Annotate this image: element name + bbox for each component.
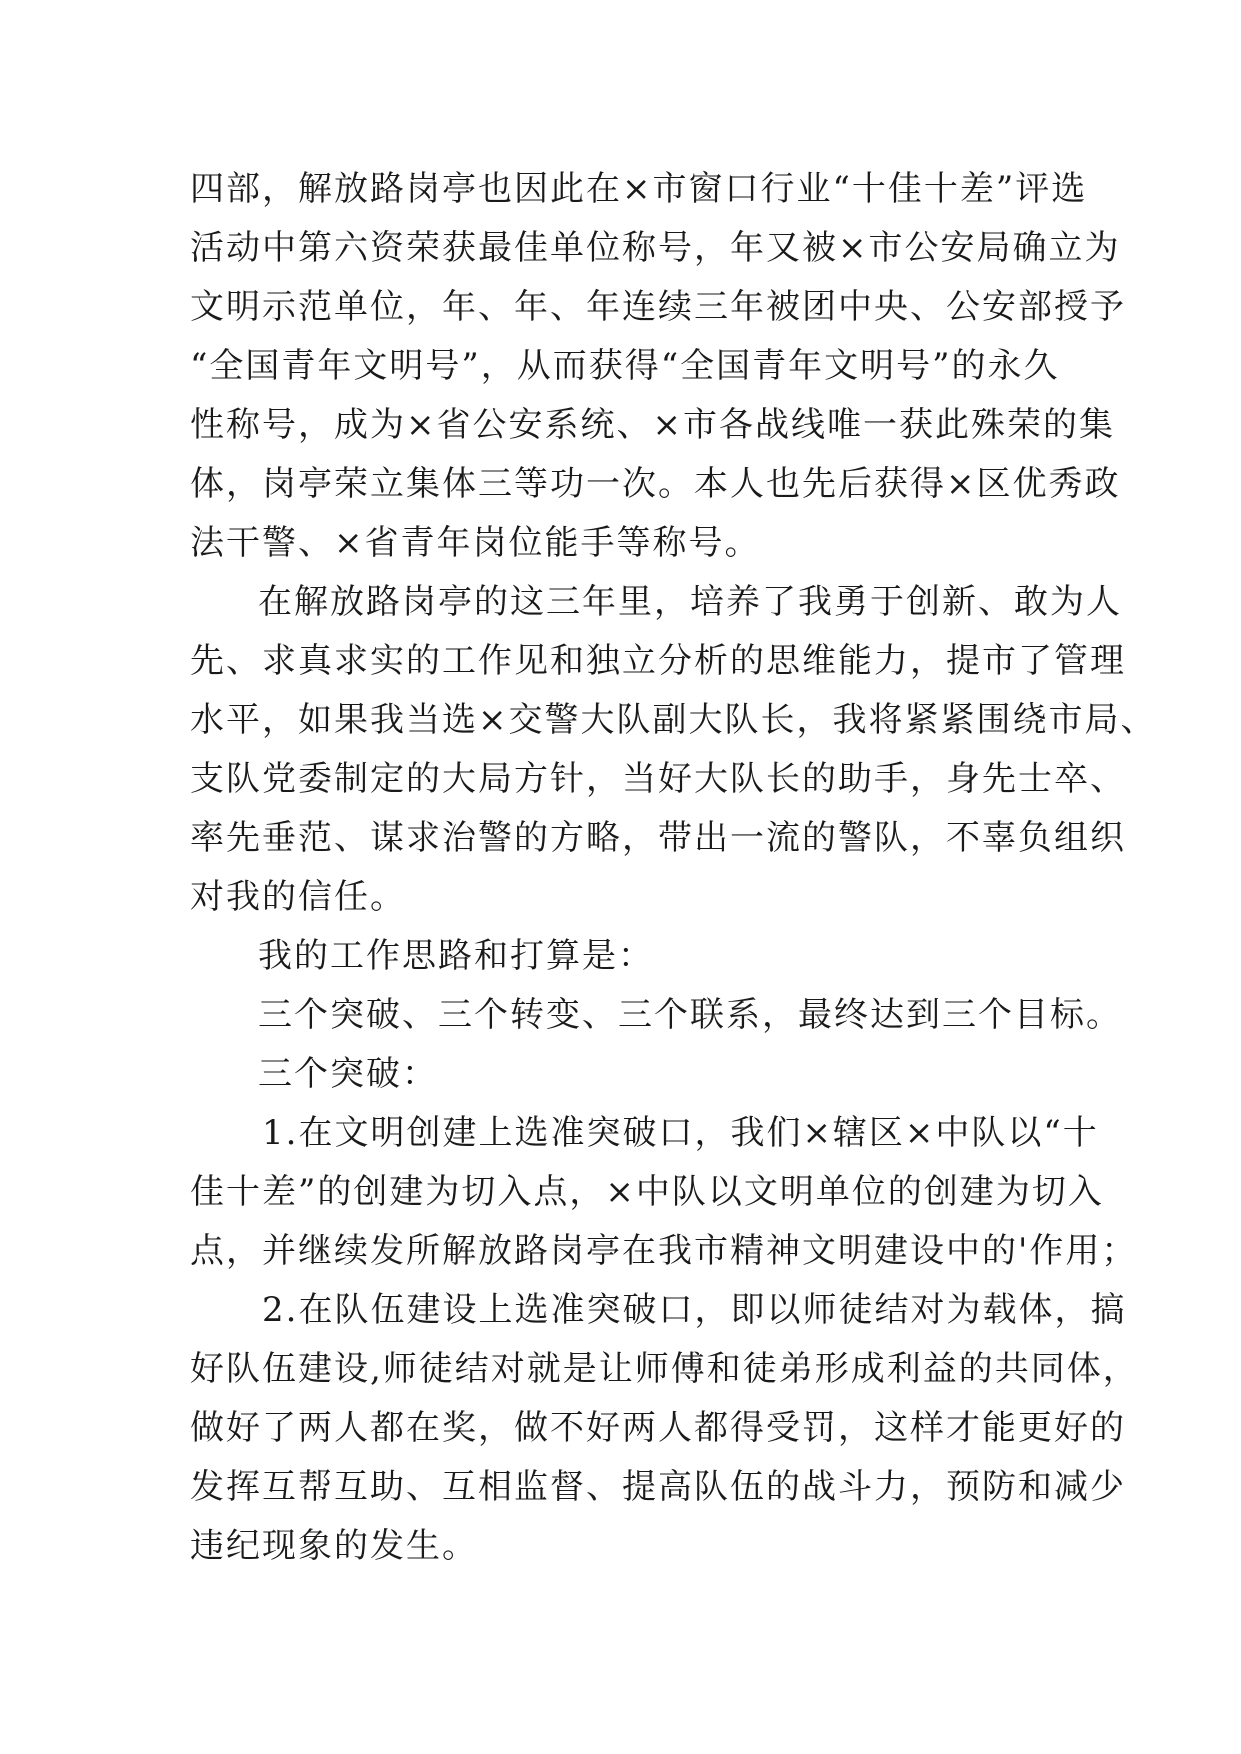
text-line: 文明示范单位，年、年、年连续三年被团中央、公安部授予 — [190, 287, 1126, 327]
text-line: 违纪现象的发生。 — [190, 1526, 478, 1566]
text-line: 活动中第六资荣获最佳单位称号，年又被×市公安局确立为 — [190, 228, 1121, 268]
text-line: 先、求真求实的工作见和独立分析的思维能力，提市了管理 — [190, 641, 1126, 681]
text-line: “全国青年文明号”，从而获得“全国青年文明号”的永久 — [190, 346, 1060, 386]
text-line: 率先垂范、谋求治警的方略，带出一流的警队，不辜负组织 — [190, 818, 1126, 858]
text-line: 对我的信任。 — [190, 877, 406, 917]
text-line: 做好了两人都在奖，做不好两人都得受罚，这样才能更好的 — [190, 1408, 1126, 1448]
text-line: 四部，解放路岗亭也因此在×市窗口行业“十佳十差”评选 — [190, 169, 1088, 209]
numbered-item-start: 1.在文明创建上选准突破口，我们×辖区×中队以“十 — [262, 1113, 1099, 1153]
paragraph-start-line: 三个突破、三个转变、三个联系，最终达到三个目标。 — [258, 995, 1122, 1035]
text-line: 点，并继续发所解放路岗亭在我市精神文明建设中的'作用； — [190, 1231, 1138, 1271]
text-line: 性称号，成为×省公安系统、×市各战线唯一获此殊荣的集 — [190, 405, 1115, 445]
paragraph-start-line: 在解放路岗亭的这三年里，培养了我勇于创新、敢为人 — [258, 582, 1122, 622]
numbered-item-start: 2.在队伍建设上选准突破口，即以师徒结对为载体，搞 — [262, 1290, 1127, 1330]
section-heading: 三个突破： — [258, 1054, 438, 1094]
text-line: 水平，如果我当选×交警大队副大队长，我将紧紧围绕市局、 — [190, 700, 1157, 740]
paragraph-start-line: 我的工作思路和打算是： — [258, 936, 654, 976]
document-body — [190, 160, 1157, 1576]
text-line: 好队伍建设,师徒结对就是让师傅和徒弟形成利益的共同体， — [190, 1349, 1139, 1389]
text-line: 支队党委制定的大局方针，当好大队长的助手，身先士卒、 — [190, 759, 1126, 799]
text-line: 佳十差”的创建为切入点，×中队以文明单位的创建为切入 — [190, 1172, 1104, 1212]
text-line: 发挥互帮互助、互相监督、提高队伍的战斗力，预防和减少 — [190, 1467, 1126, 1507]
text-line: 体，岗亭荣立集体三等功一次。本人也先后获得×区优秀政 — [190, 464, 1121, 504]
text-line: 法干警、×省青年岗位能手等称号。 — [190, 523, 761, 563]
